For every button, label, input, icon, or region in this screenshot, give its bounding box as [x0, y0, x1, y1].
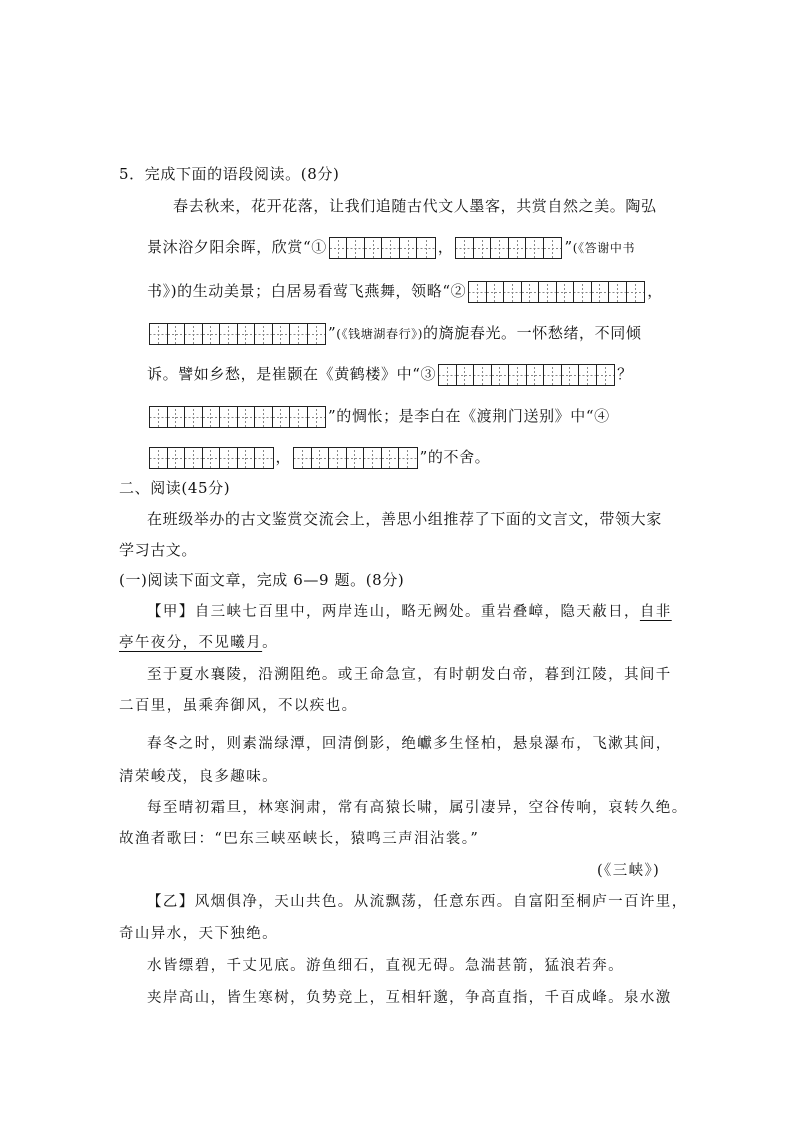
yi-paragraph-1-line-2: 奇山异水，天下独绝。 [119, 926, 278, 942]
grid-cell [544, 365, 562, 385]
grid-cell [255, 407, 273, 427]
jia-source: (《三峡》) [597, 863, 661, 879]
grid-cell [220, 324, 238, 344]
q5-text: ？ [617, 365, 633, 383]
grid-cell [150, 407, 168, 427]
grid-cell [185, 407, 203, 427]
grid-cell [574, 282, 592, 302]
jia-paragraph-2-line-2: 二百里，虽乘奔御风，不以疾也。 [119, 698, 358, 714]
grid-cell [203, 324, 221, 344]
grid-cell [203, 407, 221, 427]
grid-cell [456, 238, 474, 258]
grid-cell [294, 448, 312, 468]
grid-cell [627, 282, 645, 302]
q5-text: ， [437, 238, 454, 256]
grid-cell [509, 238, 527, 258]
q5-text: (《答谢中书 [572, 241, 636, 255]
grid-cell [609, 282, 627, 302]
grid-cell [150, 324, 168, 344]
section-2-intro-1: 在班级举办的古文鉴赏交流会上，善思小组推荐了下面的文言文，带领大家 [147, 510, 662, 528]
grid-cell [522, 282, 540, 302]
q5-line-3 [147, 280, 663, 303]
answer-box-2a[interactable] [468, 281, 645, 303]
grid-cell [308, 324, 326, 344]
grid-cell [365, 238, 383, 258]
jia-text: 。 [262, 635, 279, 651]
q5-text: 的旖旎春光。一怀愁绪，不同倾 [423, 324, 642, 342]
yi-paragraph-1-line-1 [147, 891, 688, 913]
grid-cell [290, 407, 308, 427]
grid-cell [290, 324, 308, 344]
grid-cell [597, 365, 615, 385]
grid-cell [382, 448, 400, 468]
answer-box-3b[interactable] [149, 406, 326, 428]
grid-cell [400, 238, 418, 258]
grid-cell [474, 365, 492, 385]
grid-cell [487, 282, 505, 302]
jia-paragraph-4-line-2: 故渔者歌曰：“巴东三峡巫峡长，猿鸣三声泪沾裳。” [119, 831, 480, 847]
grid-cell [491, 238, 509, 258]
grid-cell [439, 365, 457, 385]
grid-cell [255, 324, 273, 344]
grid-cell [544, 238, 562, 258]
yi-paragraph-3-line-1: 夹岸高山，皆生寒树，负势竞上，互相轩邈，争高直指，千百成峰。泉水激 [147, 990, 672, 1006]
jia-paragraph-4-line-1: 每至晴初霜旦，林寒涧肃，常有高猿长啸，属引凄异，空谷传响，哀转久绝。 [147, 800, 688, 816]
q5-line-4 [147, 322, 641, 345]
grid-cell [255, 448, 273, 468]
grid-cell [168, 407, 186, 427]
grid-cell [185, 448, 203, 468]
jia-paragraph-1-line-1 [147, 601, 672, 623]
answer-box-4b[interactable] [293, 447, 418, 469]
q5-text: ” [564, 238, 573, 256]
section-2-subsection: (一)阅读下面文章，完成 6—9 题。(8分) [119, 571, 405, 589]
grid-cell [526, 238, 544, 258]
yi-label: 【乙】 [147, 894, 195, 910]
grid-cell [330, 238, 348, 258]
grid-cell [557, 282, 575, 302]
grid-cell [308, 407, 326, 427]
grid-cell [273, 407, 291, 427]
q5-text: 诉。譬如乡愁，是崔颢在《黄鹤楼》中“③ [147, 365, 437, 383]
grid-cell [562, 365, 580, 385]
jia-paragraph-2-line-1: 至于夏水襄陵，沿溯阻绝。或王命急宣，有时朝发白帝，暮到江陵，其间千 [147, 667, 672, 683]
q5-text: (《钱塘湖春行》) [336, 327, 424, 341]
jia-paragraph-3-line-2: 清荣峻茂，良多趣味。 [119, 769, 278, 785]
jia-underlined-text: 自非 [639, 604, 672, 620]
yi-text: 风烟俱净，天山共色。从流飘荡，任意东西。自富阳至桐庐一百许里， [194, 894, 688, 910]
q5-text: ” [328, 324, 337, 342]
grid-cell [203, 448, 221, 468]
answer-box-4a[interactable] [149, 447, 274, 469]
answer-box-2b[interactable] [149, 323, 326, 345]
q5-text: ”的惆怅；是李白在《渡荆门送别》中“④ [328, 407, 610, 425]
grid-cell [417, 238, 435, 258]
q5-text: 书》)的生动美景；白居易看莺飞燕舞，领略“② [147, 282, 467, 300]
jia-paragraph-3-line-1: 春冬之时，则素湍绿潭，回清倒影，绝巘多生怪柏，悬泉瀑布，飞漱其间， [147, 736, 672, 752]
grid-cell [579, 365, 597, 385]
grid-cell [474, 238, 492, 258]
grid-cell [469, 282, 487, 302]
jia-underlined-text: 亭午夜分，不见曦月 [119, 635, 263, 651]
grid-cell [185, 324, 203, 344]
answer-box-3a[interactable] [438, 364, 615, 386]
q5-line-5 [147, 363, 633, 386]
grid-cell [509, 365, 527, 385]
grid-cell [347, 448, 365, 468]
q5-text: ”的不舍。 [419, 448, 491, 466]
grid-cell [329, 448, 347, 468]
grid-cell [457, 365, 475, 385]
question-5-title: 5．完成下面的语段阅读。(8分) [119, 165, 340, 183]
section-2-title: 二、阅读(45分) [119, 479, 231, 497]
q5-text: 景沐浴夕阳余晖，欣赏“① [147, 238, 327, 256]
jia-paragraph-1-line-2 [119, 632, 278, 654]
answer-box-1b[interactable] [455, 237, 562, 259]
grid-cell [504, 282, 522, 302]
section-2-intro-2: 学习古文。 [119, 541, 198, 559]
q5-text: ， [275, 448, 292, 466]
grid-cell [312, 448, 330, 468]
grid-cell [273, 324, 291, 344]
grid-cell [539, 282, 557, 302]
grid-cell [492, 365, 510, 385]
jia-text: 自三峡七百里中，两岸连山，略无阙处。重岩叠嶂，隐天蔽日， [194, 604, 640, 620]
grid-cell [347, 238, 365, 258]
q5-line-1: 春去秋来，花开花落，让我们追随古代文人墨客，共赏自然之美。陶弘 [173, 197, 657, 215]
grid-cell [220, 448, 238, 468]
q5-text: ， [647, 282, 663, 300]
grid-cell [150, 448, 168, 468]
grid-cell [238, 407, 256, 427]
grid-cell [592, 282, 610, 302]
grid-cell [238, 448, 256, 468]
grid-cell [382, 238, 400, 258]
grid-cell [168, 324, 186, 344]
q5-line-2 [147, 236, 635, 259]
q5-line-7 [147, 446, 490, 469]
grid-cell [220, 407, 238, 427]
grid-cell [168, 448, 186, 468]
answer-box-1a[interactable] [329, 237, 436, 259]
jia-label: 【甲】 [147, 604, 195, 620]
grid-cell [399, 448, 417, 468]
yi-paragraph-2: 水皆缥碧，千丈见底。游鱼细石，直视无碍。急湍甚箭，猛浪若奔。 [147, 958, 624, 974]
q5-line-6 [147, 405, 610, 428]
grid-cell [238, 324, 256, 344]
grid-cell [364, 448, 382, 468]
grid-cell [527, 365, 545, 385]
